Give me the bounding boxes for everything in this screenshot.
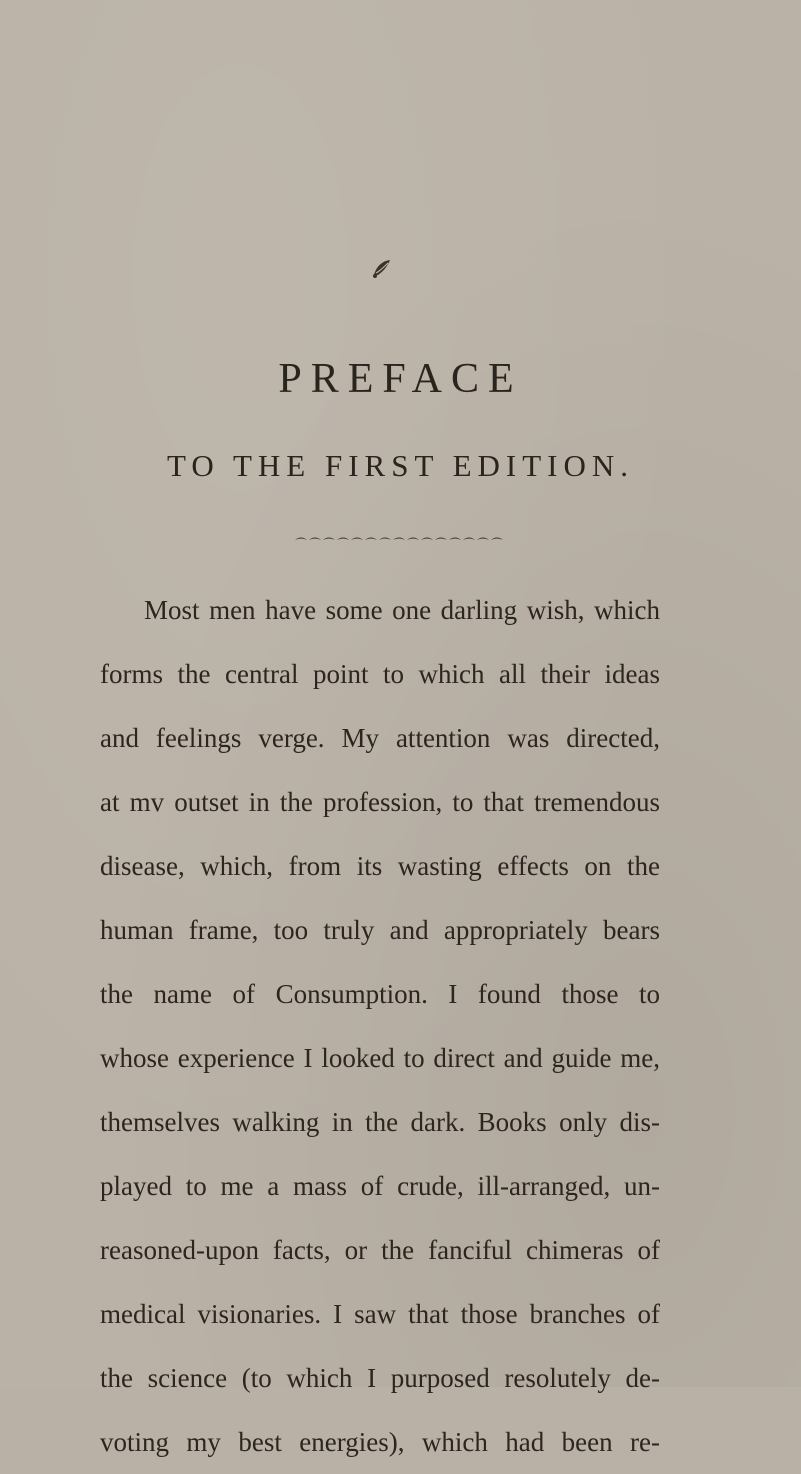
text-line: forms the central point to which all their ideas <box>100 659 660 689</box>
text-line: at mv outset in the profession, to that tremendous <box>100 787 660 817</box>
page-subtitle: TO THE FIRST EDITION. <box>167 448 634 483</box>
decorative-rule-icon <box>293 534 511 544</box>
text-line: human frame, too truly and appropriately bears <box>100 915 660 945</box>
page-title: PREFACE <box>278 356 523 402</box>
text-line: reasoned-upon facts, or the fanciful chimeras of <box>100 1235 660 1265</box>
text-line: the science (to which I purposed resolutely de- <box>100 1363 660 1393</box>
text-line: the name of Consumption. I found those to <box>100 979 660 1009</box>
text-line: medical visionaries. I saw that those branches of <box>100 1299 660 1329</box>
printer-ornament-icon <box>370 257 394 279</box>
text-line: disease, which, from its wasting effects on the <box>100 851 660 881</box>
text-line: and feelings verge. My attention was directed, <box>100 723 660 753</box>
text-line: played to me a mass of crude, ill-arranged, un- <box>100 1171 660 1201</box>
text-line: voting my best energies), which had been re- <box>100 1427 660 1457</box>
text-line: Most men have some one darling wish, which <box>144 595 660 625</box>
preface-body <box>100 578 660 1474</box>
text-line: themselves walking in the dark. Books only dis- <box>100 1107 660 1137</box>
text-line: whose experience I looked to direct and guide me, <box>100 1043 660 1073</box>
